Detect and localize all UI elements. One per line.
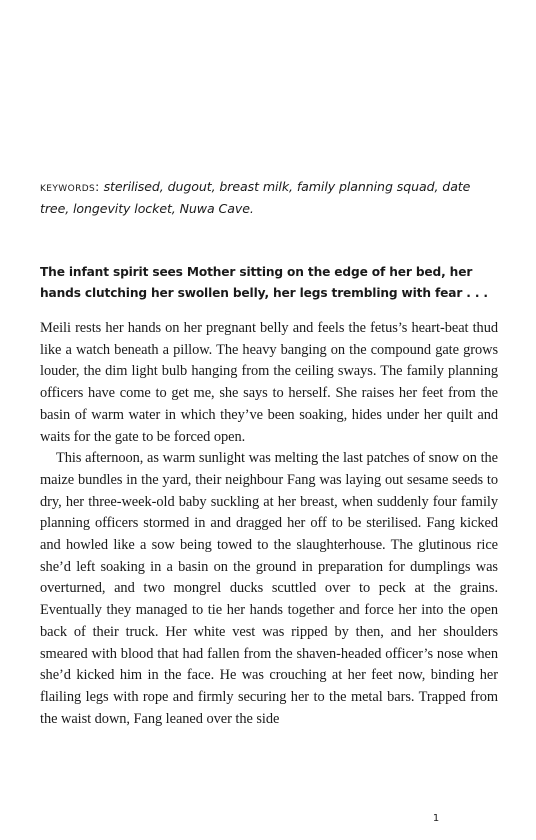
chapter-epigraph: The infant spirit sees Mother sitting on the edge of her bed, her hands clutching her swollen belly, her legs trembling with fear . . . [40,265,488,300]
body-paragraph: This afternoon, as warm sunlight was melting the last patches of snow on the maize bundles in the yard, their neighbour Fang was laying out sesame seeds to dry, her three-week-old baby suckling at her breast, when suddenly four family planning officers stormed in and dragged her off to be sterilised. Fang kicked and howled like a sow being towed to the slaughterhouse. The glutinous rice she’d left soaking in a basin on the ground in preparation for dumplings was overturned, and two mongrel ducks scuttled over to peck at the grains. Eventually they managed to tie her hands together and force her into the open back of their truck. Her white vest was ripped by then, and her shoulders smeared with blood that had fallen from the shaven-headed officer’s nose when she’d kicked him in the face. He was crouching at her feet now, binding her flailing legs with rope and firmly securing her to the metal bars. Trapped from the waist down, Fang leaned over the side [40,450,498,727]
body-paragraph: Meili rests her hands on her pregnant belly and feels the fetus’s heart-beat thud like a watch beneath a pillow. The heavy banging on the compound gate grows louder, the dim light bulb hanging from the ceiling sways. The family planning officers have come to get me, she says to herself. She raises her feet from the basin of warm water in which they’ve been soaking, hides under her quilt and waits for the gate to be forced open. [40,320,498,445]
body-text [40,318,498,730]
keywords-label: keywords: [40,180,100,194]
keywords-list: sterilised, dugout, breast milk, family planning squad, date tree, longevity locket, Nuwa Cave. [40,179,471,216]
keywords-line [40,176,498,219]
page-number: 1 [432,813,440,824]
